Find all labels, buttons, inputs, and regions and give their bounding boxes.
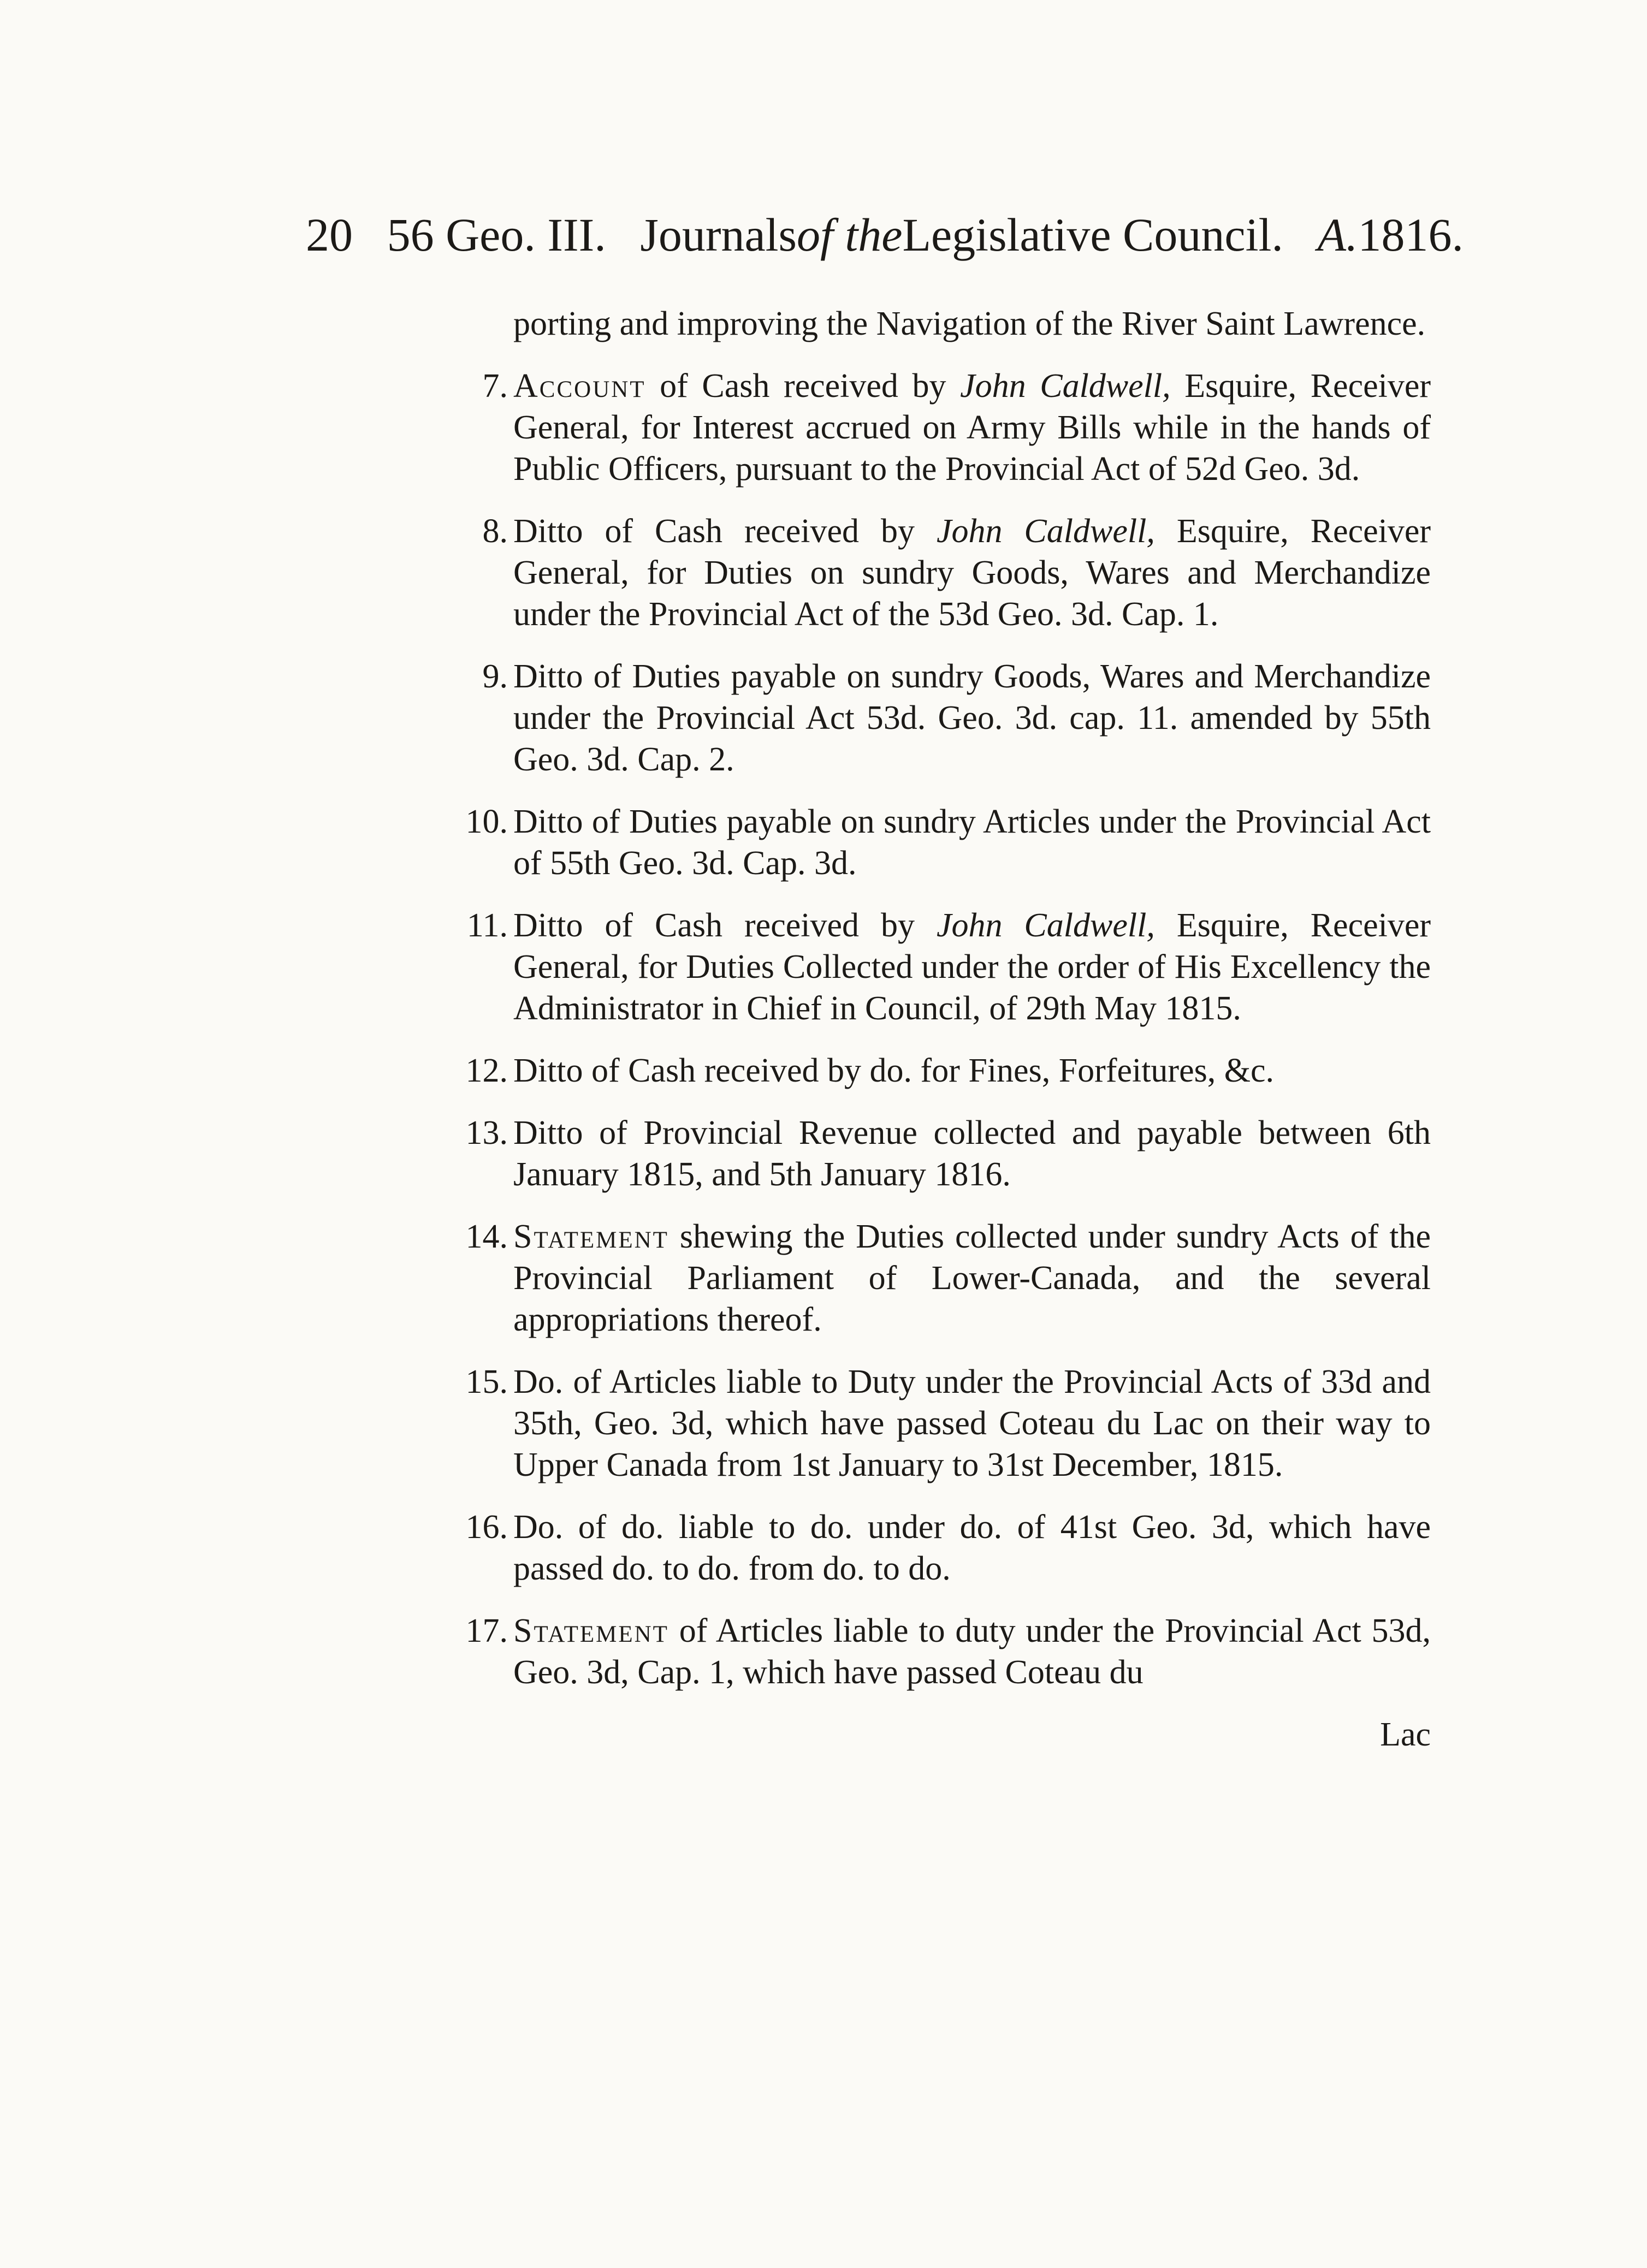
list-item	[360, 1216, 1431, 1340]
item-number: 8.	[482, 513, 508, 550]
item-text	[513, 1216, 1431, 1340]
item-number: 13.	[465, 1114, 508, 1151]
item-text-rest: Esquire, Receiver General, for Duties on sundry Goods, Wares and Merchandize under the Provincial Act of the 53d Geo. 3d. Cap. 1.	[513, 513, 1431, 633]
header-year: A.1816.	[1317, 209, 1464, 261]
running-header	[306, 205, 1464, 265]
page-number: 20	[306, 209, 353, 261]
item-person-name: John Caldwell,	[936, 907, 1155, 944]
item-text-main: shewing the Duties collected under sundry Acts of the Provincial Parliament of Lower-Canada, and the several appropriations thereof.	[513, 1218, 1431, 1338]
item-number: 12.	[465, 1052, 508, 1089]
item-text	[513, 1050, 1431, 1091]
item-lead-word: Account	[513, 367, 646, 405]
list-item	[360, 1112, 1431, 1195]
item-text	[513, 905, 1431, 1029]
item-number: 9.	[482, 658, 508, 695]
item-number: 11.	[466, 907, 508, 944]
journal-title: Journalsof theLegislative Council.	[640, 209, 1283, 261]
item-lead-word: Statement	[513, 1218, 669, 1255]
item-text-rest: Esquire, Receiver General, for Interest accrued on Army Bills while in the hands of Public Officers, pursuant to the Provincial Act of 52d Geo. 3d.	[513, 367, 1431, 488]
item-text-main: Ditto of Provincial Revenue collected and payable between 6th January 1815, and 5th January 1816.	[513, 1114, 1431, 1193]
item-lead-word: Statement	[513, 1612, 669, 1649]
item-text	[513, 1506, 1431, 1589]
item-person-name: John Caldwell,	[960, 367, 1171, 405]
item-text-main: Do. of Articles liable to Duty under the Provincial Acts of 33d and 35th, Geo. 3d, which have passed Coteau du Lac on their way to Upper Canada from 1st January to 31st December, 1815.	[513, 1363, 1431, 1483]
item-number: 15.	[465, 1363, 508, 1400]
list-item	[360, 905, 1431, 1029]
item-text	[513, 510, 1431, 635]
regnal-year: 56 Geo. III.	[387, 209, 606, 261]
catchword: Lac	[1380, 1716, 1431, 1753]
list-item	[360, 801, 1431, 884]
item-text	[513, 801, 1431, 884]
entries-list	[360, 303, 1431, 1755]
item-text	[513, 1361, 1431, 1486]
item-number: 16.	[465, 1509, 508, 1546]
list-item	[360, 1050, 1431, 1091]
item-text-main: Ditto of Cash received by	[513, 907, 937, 944]
item-text-main: Ditto of Cash received by	[513, 513, 937, 550]
continuation-text: porting and improving the Navigation of the River Saint Lawrence.	[513, 305, 1426, 342]
item-text-main: of Cash received by	[645, 367, 961, 405]
list-item	[360, 656, 1431, 780]
item-number: 14.	[465, 1218, 508, 1255]
item-person-name: John Caldwell,	[936, 513, 1155, 550]
item-text-rest: Esquire, Receiver General, for Duties Collected under the order of His Excellency the Administrator in Chief in Council, of 29th May 1815.	[513, 907, 1431, 1027]
item-text	[513, 1112, 1431, 1195]
item-number: 7.	[482, 367, 508, 405]
list-item	[360, 365, 1431, 490]
item-text-main: Ditto of Duties payable on sundry Goods, Wares and Merchandize under the Provincial Act 53d. Geo. 3d. cap. 11. amended by 55th Geo. 3d. Cap. 2.	[513, 658, 1431, 778]
item-text-main: Ditto of Cash received by do. for Fines, Forfeitures, &c.	[513, 1052, 1274, 1089]
item-number: 17.	[465, 1612, 508, 1649]
item-text-main: of Articles liable to duty under the Provincial Act 53d, Geo. 3d, Cap. 1, which have passed Coteau du	[513, 1612, 1431, 1691]
list-item	[360, 1361, 1431, 1486]
list-item	[360, 510, 1431, 635]
item-text	[513, 1610, 1431, 1693]
item-text-main: Do. of do. liable to do. under do. of 41st Geo. 3d, which have passed do. to do. from do. to do.	[513, 1509, 1431, 1587]
item-number: 10.	[465, 803, 508, 840]
item-text-main: Ditto of Duties payable on sundry Articles under the Provincial Act of 55th Geo. 3d. Cap. 3d.	[513, 803, 1431, 882]
item-text	[513, 656, 1431, 780]
list-item	[360, 1506, 1431, 1589]
list-item	[360, 1610, 1431, 1693]
item-text	[513, 365, 1431, 490]
